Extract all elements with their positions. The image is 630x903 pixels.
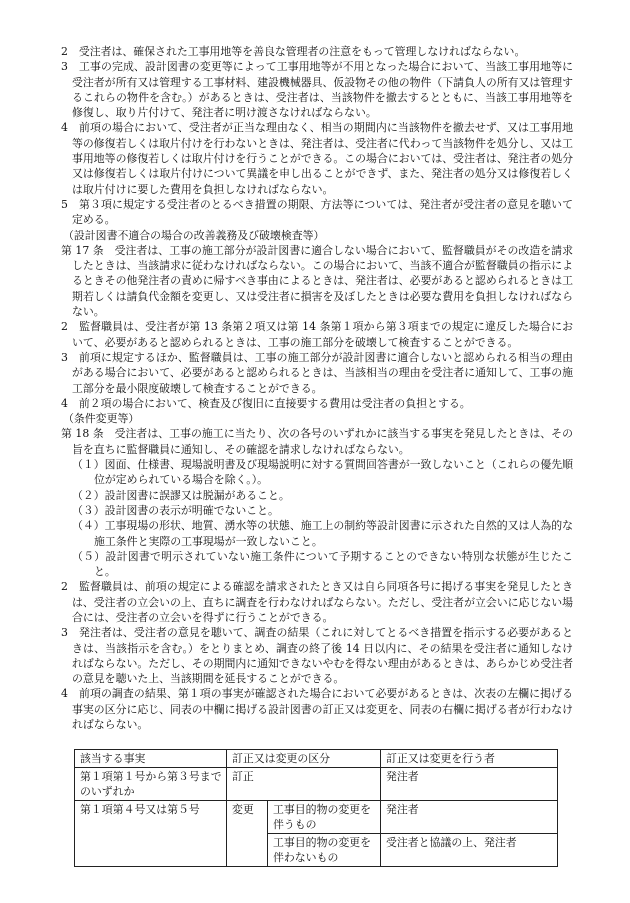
list-item: （２）設計図書に誤謬又は脱漏があること。 [72,488,290,502]
list-item: （３）設計図書の表示が明確でないこと。 [72,503,279,517]
list-item: （４）工事現場の形状、地質、湧水等の状態、施工上の制約等設計図書に示された自然的又は人為的な施工条件と実際の工事現場が一致しないこと。 [72,519,573,548]
article-heading-paragraph: 第 17 条 受注者は、工事の施工部分が設計図書に適合しない場合において、監督職員がその改造を請求したときは、当該請求に従わなければならない。この場合において、当該不適合が監督職員の指示によるときその他発注者の責めに帰すべき事由によるときは、発注者は、必要があると認められるときは工期若しくは請負代金額を変更し、又は受注者に損害を及ぼしたときは必要な費用を負担しなければならない。 [61,243,573,319]
table-cell: 発注者 [381,801,558,834]
table-cell: 第１項第４号又は第５号 [75,801,227,867]
paragraph: 5 第３項に規定する受注者のとるべき措置の期限、方法等については、発注者が受注者の意見を聴いて定める。 [61,197,573,227]
document-page [61,44,573,867]
table-cell: 工事目的物の変更を伴わないもの [268,834,381,867]
table-cell: 訂正 [227,768,381,801]
table-row [75,801,558,834]
table-header-cell: 訂正又は変更を行う者 [381,750,558,768]
change-classification-table [74,749,558,867]
table-header-row [75,750,558,768]
table-cell: 発注者 [381,768,558,801]
table-cell: 工事目的物の変更を伴うもの [268,801,381,834]
table-header-cell: 該当する事実 [75,750,227,768]
paragraph: 3 発注者は、受注者の意見を聴いて、調査の結果（これに対してとるべき措置を指示する必要があるときは、当該指示を含む。）をとりまとめ、調査の終了後 14 日以内に、その結果を受注者に通知しなければならない。ただし、その期間内に通知できないやむを得ない理由があるときは、あらかじめ受注者の意見を聴いた上、当該期間を延長することができる。 [61,626,573,686]
table-cell: 第１項第１号から第３号までのいずれか [75,768,227,801]
paragraph: 4 前２項の場合において、検査及び復旧に直接要する費用は受注者の負担とする。 [61,396,471,410]
paragraph: 4 前項の場合において、受注者が正当な理由なく、相当の期間内に当該物件を撤去せず、又は工事用地等の修復若しくは取片付けを行わないときは、発注者は、受注者に代わって当該物件を処分し、又は工事用地等の修復若しくは取片付けを行うことができる。この場合においては、受注者は、発注者の処分又は修復若しくは取片付けについて異議を申し出ることができず、また、発注者の処分又は修復若しくは取片付けに要した費用を負担しなければならない。 [61,121,573,196]
list-item: （５）設計図書で明示されていない施工条件について予期することのできない特別な状態が生じたこと。 [72,549,573,579]
paragraph: 2 監督職員は、前項の規定による確認を請求されたとき又は自ら同項各号に掲げる事実を発見したときは、受注者の立会いの上、直ちに調査を行わなければならない。ただし、受注者が立会いに応じない場合には、受注者の立会いを得ずに行うことができる。 [61,580,573,624]
paragraph: 3 工事の完成、設計図書の変更等によって工事用地等が不用となった場合において、当該工事用地等に受注者が所有又は管理する工事材料、建設機械器具、仮設物その他の物件（下請負人の所有又は管理するこれらの物件を含む。）があるときは、受注者は、当該物件を撤去するとともに、当該工事用地等を修復し、取り片付けて、発注者に明け渡さなければならない。 [61,60,573,120]
table-cell: 変更 [227,801,268,867]
article-body [61,44,573,732]
section-caption: （条件変更等） [63,412,140,426]
paragraph: 3 前項に規定するほか、監督職員は、工事の施工部分が設計図書に適合しないと認められる相当の理由がある場合において、必要があると認められるときは、当該相当の理由を受注者に通知して、工事の施工部分を最小限度破壊して検査することができる。 [61,350,573,395]
table-header-cell: 訂正又は変更の区分 [227,750,381,768]
paragraph: 2 受注者は、確保された工事用地等を善良な管理者の注意をもって管理しなければならない。 [61,45,526,58]
table-row [75,768,558,801]
paragraph: 4 前項の調査の結果、第１項の事実が確認された場合において必要があるときは、次表の左欄に掲げる事実の区分に応じ、同表の中欄に掲げる設計図書の訂正又は変更を、同表の右欄に掲げる者が行わなければならない。 [61,687,573,732]
list-item: （１）図面、仕様書、現場説明書及び現場説明に対する質問回答書が一致しないこと（これらの優先順位が定められている場合を除く。）。 [72,458,573,487]
paragraph: 2 監督職員は、受注者が第 13 条第２項又は第 14 条第１項から第３項までの規定に違反した場合において、必要があると認められるときは、工事の施工部分を破壊して検査することができる。 [61,320,573,349]
article-heading-paragraph: 第 18 条 受注者は、工事の施工に当たり、次の各号のいずれかに該当する事実を発見したときは、その旨を直ちに監督職員に通知し、その確認を請求しなければならない。 [61,427,573,456]
table-cell: 受注者と協議の上、発注者 [381,834,558,867]
section-caption: （設計図書不適合の場合の改善義務及び破壊検査等） [63,228,325,242]
